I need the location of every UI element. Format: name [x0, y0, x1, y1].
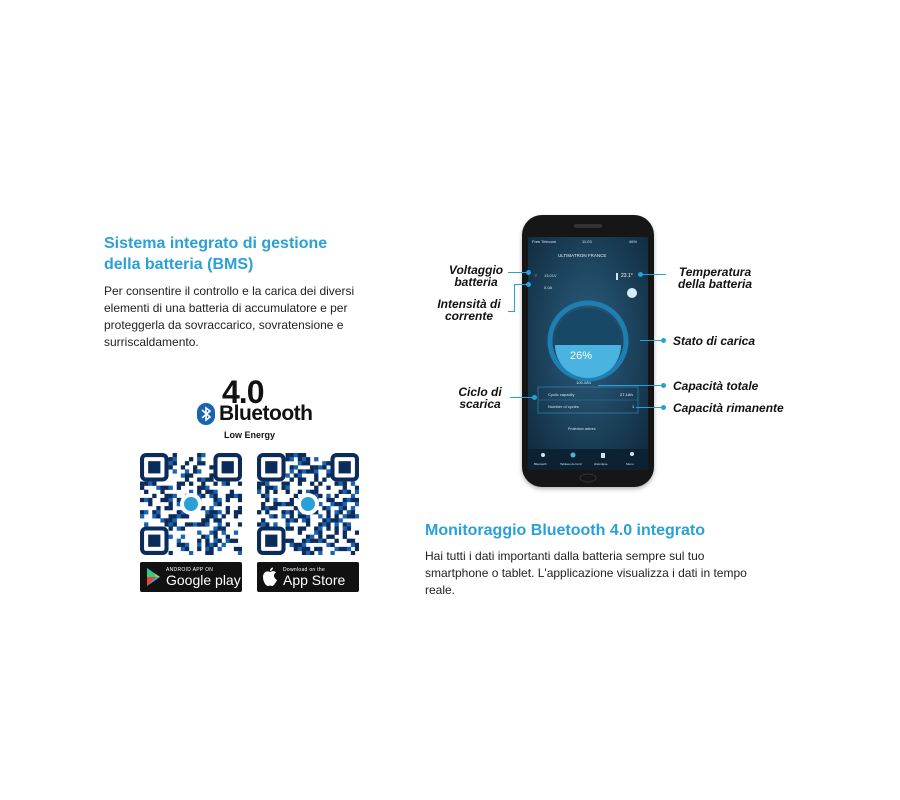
android-qr-code[interactable]	[140, 453, 242, 555]
home-button	[578, 473, 598, 483]
callout-remaining: Capacità rimanente	[673, 401, 784, 415]
monitor-description: Hai tutti i dati importanti dalla batteria sempre sul tuo smartphone o tablet. L'applicazione visualizza i dati in tempo reale.	[425, 549, 747, 597]
phone-speaker	[574, 224, 602, 228]
cycles-label: Number of cycles	[548, 404, 579, 409]
callout-temperature: Temperatura della batteria	[677, 265, 753, 291]
voltage-value: 13.01V	[544, 273, 557, 278]
protection-label: Protection actives	[568, 427, 596, 431]
cycles-value: 1	[632, 404, 635, 409]
callout-current: Intensità di corrente	[437, 297, 501, 323]
app-store-text: App Store	[283, 572, 346, 588]
app-title: ULTIMATRON FRANCE	[558, 253, 607, 258]
tab-menu[interactable]: Menu	[626, 462, 634, 466]
current-value: 0.0A	[544, 285, 553, 290]
bluetooth-logo	[197, 402, 312, 426]
google-play-badge[interactable]	[140, 562, 242, 592]
bms-description: Per consentire il controllo e la carica dei diversi elementi di una batteria di accumulatore e per proteggerla da sovraccarico, sovratensione e surriscaldamento.	[104, 284, 355, 349]
apple-icon	[257, 562, 283, 592]
settings-icon	[627, 288, 637, 298]
bms-title: Sistema integrato di gestione della batteria (BMS)	[104, 235, 328, 273]
soc-value: 26%	[570, 350, 593, 362]
status-carrier: Free Telecom	[532, 239, 557, 244]
app-store-badge[interactable]	[257, 562, 359, 592]
tab-bluetooth-icon	[541, 453, 545, 457]
callout-voltage: Voltaggio batteria	[448, 263, 504, 289]
callout-total: Capacità totale	[673, 379, 759, 393]
google-play-icon	[140, 562, 166, 592]
cyclic-capacity-label: Cyclic capacity	[548, 392, 575, 397]
cyclic-capacity-value: 27.1Ah	[620, 392, 633, 397]
callout-cycle: Ciclo di scarica	[458, 385, 502, 411]
google-play-small-text: ANDROID APP ON	[166, 567, 214, 573]
callout-soc: Stato di carica	[673, 334, 756, 348]
phone-screen	[528, 237, 648, 470]
app-store-small-text: Download on the	[283, 567, 326, 573]
temperature-value: 23.1°	[621, 273, 633, 279]
tab-history[interactable]: Historique	[594, 462, 608, 466]
ios-qr-code[interactable]	[257, 453, 359, 555]
tab-dashboard-icon	[571, 453, 576, 458]
phone-mockup	[522, 215, 654, 487]
tab-bluetooth[interactable]: Bluetooth	[534, 462, 547, 466]
total-capacity-value: 105.4Ah	[576, 380, 591, 385]
tab-history-icon	[601, 453, 605, 458]
tab-dashboard[interactable]: Tableau de bord	[560, 462, 582, 466]
thermometer-icon	[616, 273, 618, 280]
monitor-title: Monitoraggio Bluetooth 4.0 integrato	[425, 522, 705, 539]
bluetooth-subtitle: Low Energy	[224, 430, 276, 440]
status-battery: 46%	[629, 239, 638, 244]
bluetooth-version: 4.0	[222, 374, 264, 410]
wifi-icon: ⌔	[534, 273, 538, 278]
tab-menu-icon	[630, 452, 634, 456]
bluetooth-icon	[197, 403, 215, 425]
bluetooth-wordmark: Bluetooth	[219, 402, 313, 425]
google-play-text: Google play	[166, 572, 241, 588]
status-time: 11:03	[582, 239, 592, 244]
